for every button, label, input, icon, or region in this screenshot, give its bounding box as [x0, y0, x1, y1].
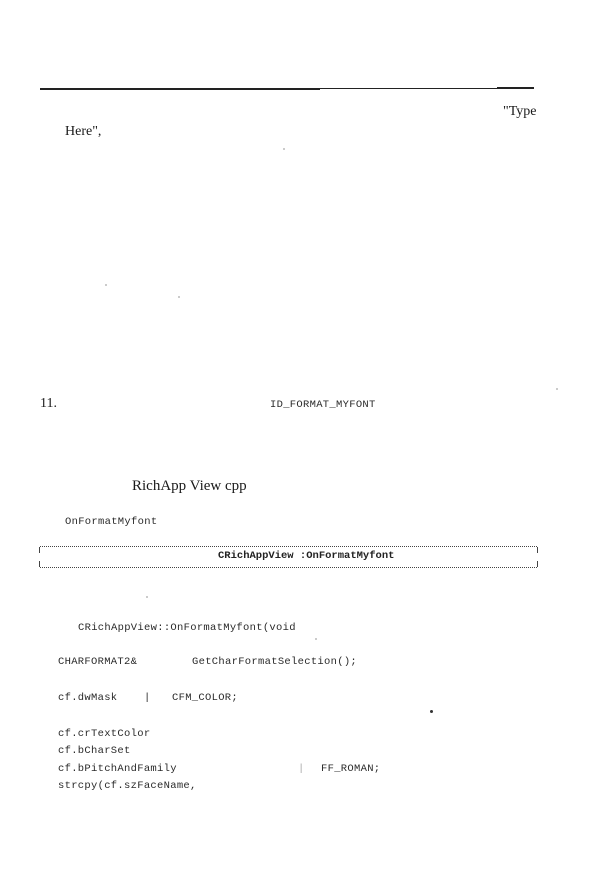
code-line-ffroman: FF_ROMAN; [321, 763, 381, 775]
handler-name-text: OnFormatMyfont [65, 516, 158, 528]
step-number: 11. [40, 396, 57, 411]
here-quote-text: Here", [65, 124, 102, 139]
header-rule-left [40, 88, 320, 90]
scan-speck [178, 296, 180, 298]
code-line-dwmask: cf.dwMask [58, 692, 118, 704]
code-line-cfmcolor: CFM_COLOR; [172, 692, 239, 704]
scan-speck [315, 638, 317, 640]
menu-id-label: ID_FORMAT_MYFONT [270, 399, 376, 411]
listing-caption-box [40, 546, 537, 568]
code-line-function: CRichAppView::OnFormatMyfont(void [78, 622, 296, 634]
scan-speck [146, 596, 148, 598]
scan-speck [105, 284, 107, 286]
listing-caption: CRichAppView :OnFormatMyfont [218, 550, 395, 562]
header-rule-right-accent [497, 87, 534, 89]
file-name-text: RichApp View cpp [132, 478, 247, 494]
code-line-bcharset: cf.bCharSet [58, 745, 131, 757]
code-line-strcpy: strcpy(cf.szFaceName, [58, 780, 197, 792]
scan-speck [430, 710, 433, 713]
code-line-crtextcolor: cf.crTextColor [58, 728, 151, 740]
code-line-charformat: CHARFORMAT2& [58, 656, 138, 668]
code-line-getselection: GetCharFormatSelection(); [192, 656, 358, 668]
scan-speck [283, 148, 285, 150]
code-line-bpitch: cf.bPitchAndFamily [58, 763, 177, 775]
type-quote-text: "Type [503, 104, 537, 119]
scan-speck [556, 388, 558, 390]
code-pipe: | [144, 692, 151, 704]
code-pipe: | [298, 763, 305, 775]
